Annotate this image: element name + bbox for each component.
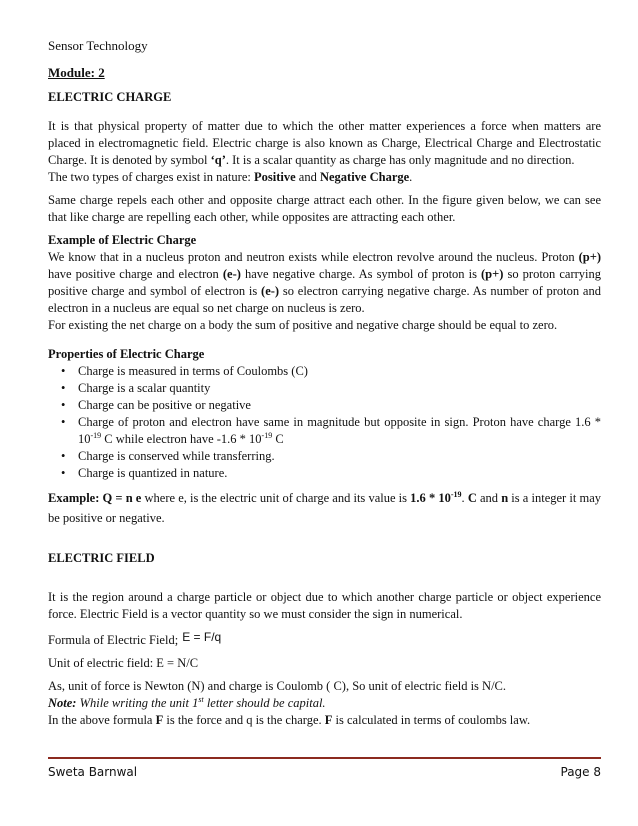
module-title: Module: 2	[48, 65, 105, 80]
properties-list	[48, 363, 601, 482]
formula-image: E = F/q	[182, 630, 222, 644]
net-charge-paragraph: For existing the net charge on a body the sum of positive and negative charge should be equal to zero.	[48, 318, 558, 332]
example-formula-paragraph: Example: Q = n e where e, is the electric unit of charge and its value is $1.6 * 10^{-19}$. C and n is a integer it may be positive or negative.	[48, 490, 601, 525]
page-number: Page 8	[560, 765, 601, 779]
electric-charge-heading: ELECTRIC CHARGE	[48, 90, 172, 104]
list-item: • Charge is a scalar quantity	[78, 380, 601, 397]
properties-heading: Properties of Electric Charge	[48, 347, 205, 361]
page-footer	[48, 764, 601, 781]
unit-explanation: As, unit of force is Newton (N) and charge is Coulomb ( C), So unit of electric field is N/C.	[48, 679, 507, 693]
example-heading: Example of Electric Charge	[48, 233, 197, 247]
electric-field-heading: ELECTRIC FIELD	[48, 551, 155, 565]
list-item: • Charge is conserved while transferring.	[78, 448, 601, 465]
example-paragraph: We know that in a nucleus proton and neutron exists while electron revolve around the nucleus. Proton (p+) have positive charge and electron (e-) have negative charge. As symbol of proton is (p+) so proton carrying positive charge and symbol of electron is (e-) so electron carrying negative charge. As number of proton and electron in a nucleus are equal so net charge on nucleus is zero.	[48, 250, 601, 315]
list-item: • Charge is quantized in nature.	[78, 465, 601, 482]
electric-field-definition: It is the region around a charge particle or object due to which another charge particle or object experience force. Electric Field is a vector quantity so we must consider the sign in numerical.	[48, 590, 601, 621]
formula-explanation: In the above formula F is the force and q is the charge. F is calculated in terms of coulombs law.	[48, 713, 531, 727]
footer-author: Sweta Barnwal	[48, 765, 138, 779]
formula-line: Formula of Electric Field; E = F/q	[48, 630, 222, 647]
note-line: Note: While writing the unit 1st letter should be capital.	[48, 695, 326, 710]
charge-types-paragraph: The two types of charges exist in nature: Positive and Negative Charge.	[48, 170, 413, 184]
electric-charge-definition: It is that physical property of matter due to which the other matter experiences a force when matters are placed in electromagnetic field. Electric charge is also known as Charge, Electrical Charge and Electrostatic Charge. It is denoted by symbol ‘q’. It is a scalar quantity as charge has only magnitude and no direction.	[48, 119, 601, 167]
unit-line: Unit of electric field: E = N/C	[48, 656, 199, 670]
running-header: Sensor Technology	[48, 38, 148, 53]
list-item: • Charge can be positive or negative	[78, 397, 601, 414]
footer-rule	[48, 757, 601, 759]
list-item: • Charge of proton and electron have same in magnitude but opposite in sign. Proton have charge $1.6 * 10^{-19}$ C while electron have $-1.6 * 10^{-19}$ C	[78, 414, 601, 448]
charge-interaction-paragraph: Same charge repels each other and opposite charge attract each other. In the figure given below, we can see that like charge are repelling each other, while opposites are attracting each other.	[48, 193, 601, 224]
list-item: • Charge is measured in terms of Coulombs (C)	[78, 363, 601, 380]
page-content	[48, 64, 601, 729]
